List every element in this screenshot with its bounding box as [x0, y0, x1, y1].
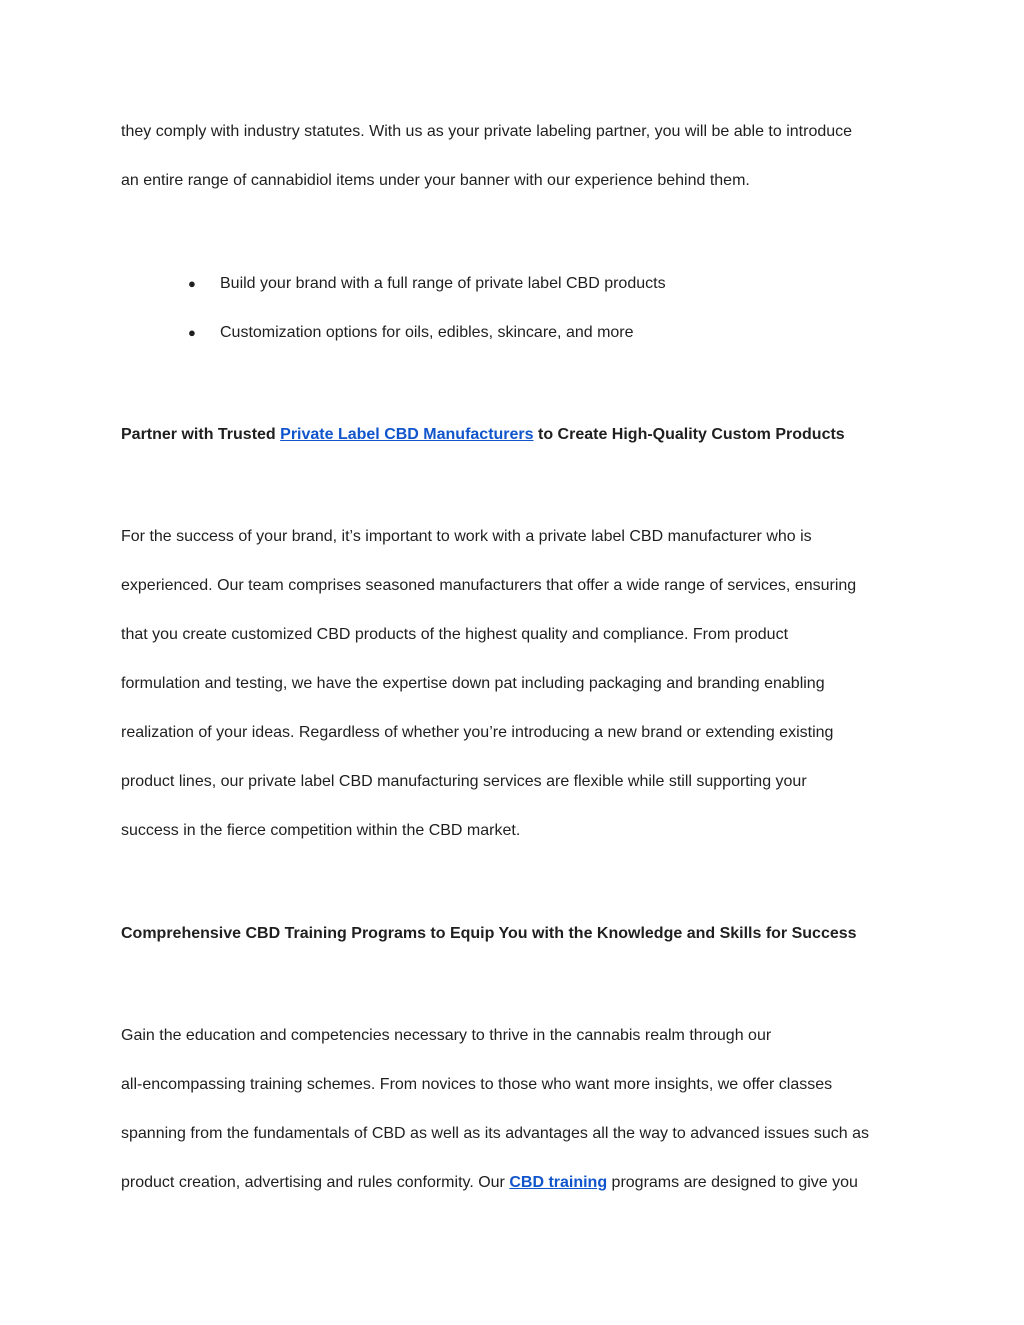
intro-line-2: an entire range of cannabidiol items under your banner with our experience behind them. — [121, 172, 750, 189]
paragraph-line: formulation and testing, we have the expertise down pat including packaging and branding enabling — [121, 675, 825, 692]
intro-line-1: they comply with industry statutes. With us as your private labeling partner, you will be able to introduce — [121, 123, 853, 140]
list-item — [188, 323, 634, 343]
paragraph-line: spanning from the fundamentals of CBD as well as its advantages all the way to advanced issues such as — [121, 1125, 869, 1142]
paragraph-text: product creation, advertising and rules conformity. Our — [121, 1174, 510, 1191]
private-label-manufacturers-link[interactable]: Private Label CBD Manufacturers — [280, 426, 534, 443]
list-item-text: Customization options for oils, edibles, skincare, and more — [220, 324, 634, 341]
section-heading-manufacturers — [121, 425, 845, 445]
section-heading-training: Comprehensive CBD Training Programs to Equip You with the Knowledge and Skills for Success — [121, 925, 857, 942]
paragraph-line: Gain the education and competencies necessary to thrive in the cannabis realm through our — [121, 1027, 772, 1044]
paragraph-line: that you create customized CBD products of the highest quality and compliance. From product — [121, 626, 789, 643]
cbd-training-link[interactable]: CBD training — [509, 1174, 608, 1191]
bullet-icon: ● — [188, 276, 196, 291]
paragraph-line: product lines, our private label CBD manufacturing services are flexible while still supporting your — [121, 773, 807, 790]
paragraph-text: programs are designed to give you — [607, 1174, 858, 1191]
paragraph-line: experienced. Our team comprises seasoned manufacturers that offer a wide range of services, ensuring — [121, 577, 857, 594]
paragraph-line: realization of your ideas. Regardless of whether you’re introducing a new brand or extending existing — [121, 724, 834, 741]
list-item-text: Build your brand with a full range of private label CBD products — [220, 275, 666, 292]
paragraph-line: For the success of your brand, it’s important to work with a private label CBD manufacturer who is — [121, 528, 812, 545]
heading-text: to Create High-Quality Custom Products — [533, 426, 845, 443]
paragraph-line — [121, 1173, 858, 1193]
paragraph-line: all-encompassing training schemes. From novices to those who want more insights, we offer classes — [121, 1076, 833, 1093]
heading-text: Partner with Trusted — [121, 426, 281, 443]
paragraph-line: success in the fierce competition within the CBD market. — [121, 822, 521, 839]
bullet-icon: ● — [188, 325, 196, 340]
list-item — [188, 274, 666, 294]
